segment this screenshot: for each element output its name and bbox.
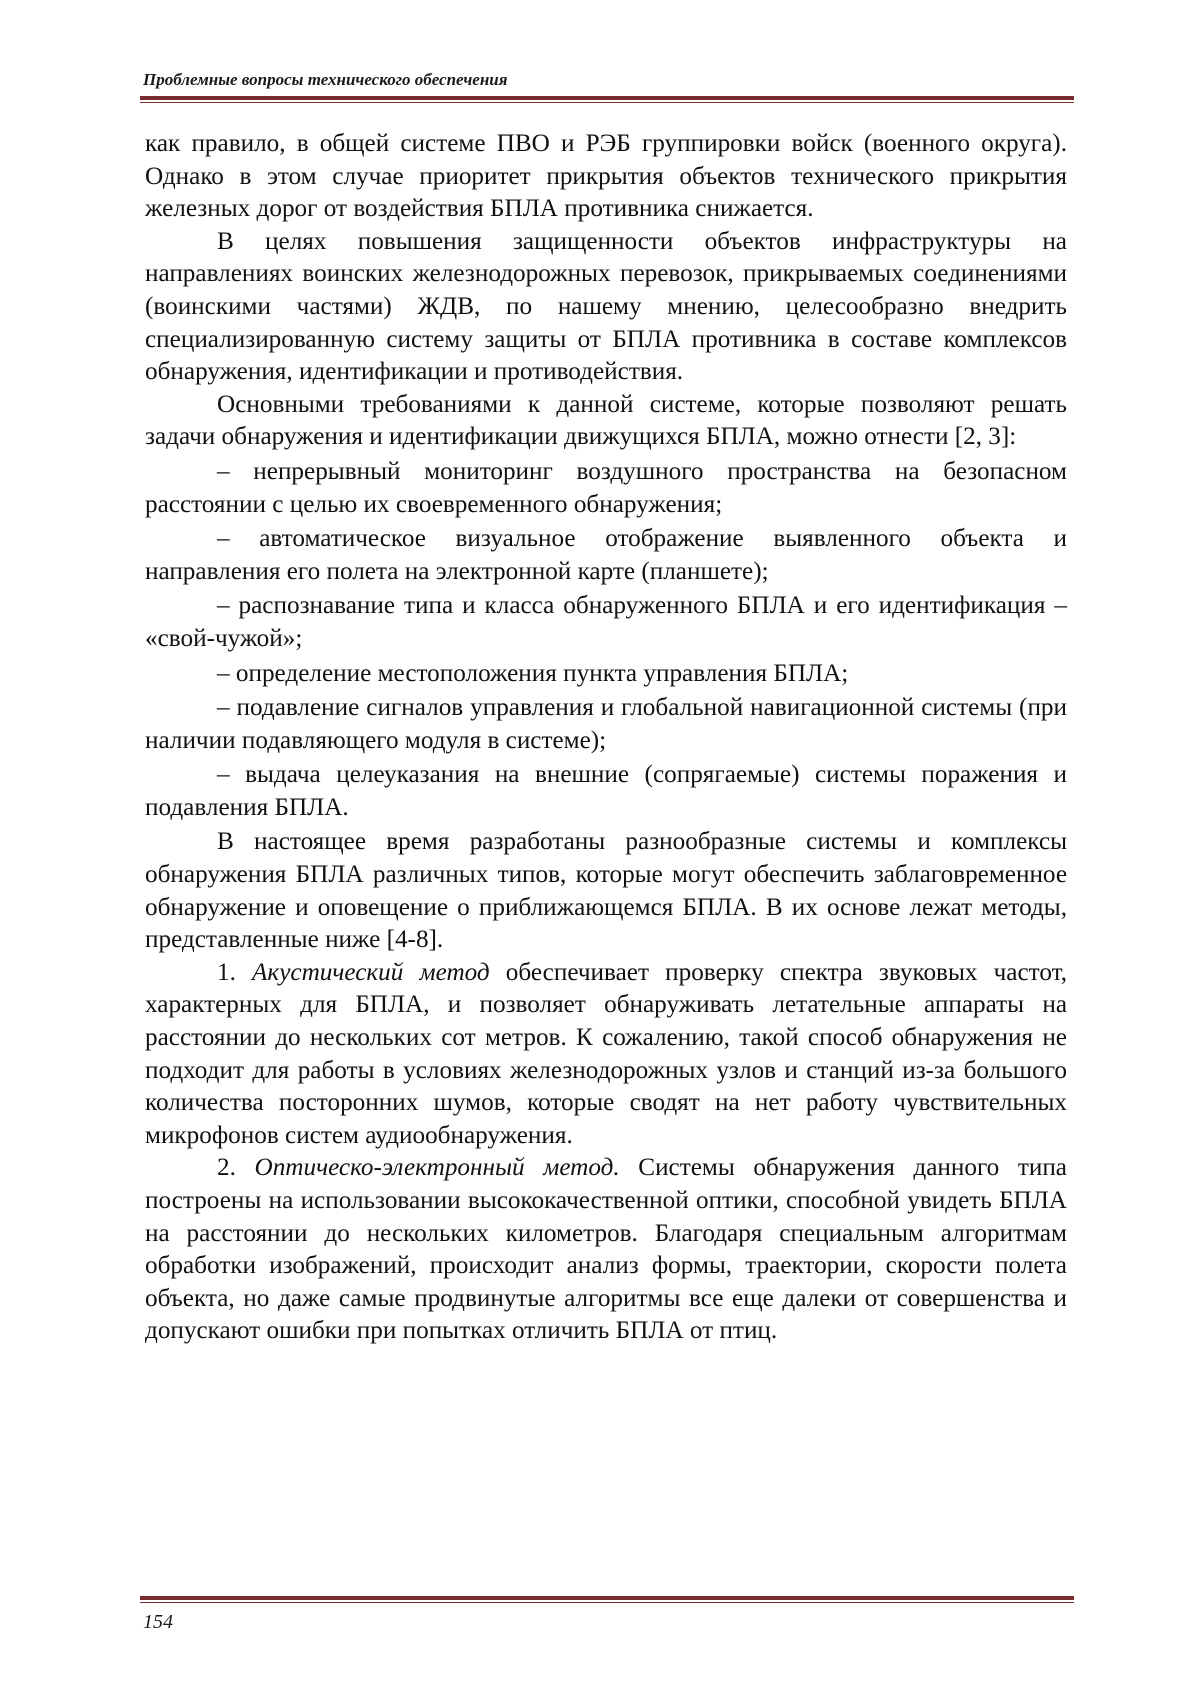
paragraph-acoustic-method [145, 957, 1067, 1153]
running-title: Проблемные вопросы технического обеспечения [143, 70, 508, 89]
list-item: – выдача целеуказания на внешние (сопрягаемые) системы поражения и подавления БПЛА. [145, 761, 1067, 821]
header-rule [140, 96, 1074, 103]
paragraph-continuation: как правило, в общей системе ПВО и РЭБ группировки войск (военного округа). Однако в этом случае приоритет прикрытия объектов технического прикрытия железных дорог от воздействия БПЛА противника снижается. [145, 130, 1067, 223]
footer-rule-thick [140, 1596, 1074, 1600]
list-item: – определение местоположения пункта управления БПЛА; [217, 659, 849, 687]
list-item: – непрерывный мониторинг воздушного пространства на безопасном расстоянии с целью их своевременного обнаружения; [145, 457, 1067, 518]
method-term: Акустический метод [252, 958, 490, 986]
method-number: 2. [217, 1154, 236, 1182]
paragraph-protection: В целях повышения защищенности объектов инфраструктуры на направлениях воинских железнодорожных перевозок, прикрываемых соединениями (воинскими частями) ЖДВ, по нашему мнению, целесообразно внедрить специализированную систему защиты от БПЛА противника в составе комплексов обнаружения, идентификации и противодействия. [145, 227, 1067, 386]
list-item: – подавление сигналов управления и глобальной навигационной системы (при наличии подавляющего модуля в системе); [145, 694, 1067, 754]
method-description: Системы обнаружения данного типа построены на использовании высококачественной оптики, способной увидеть БПЛА на расстоянии до нескольких километров. Благодаря специальным алгоритмам обработки изображений, происходит анализ формы, траектории, скорости полета объекта, но даже самые продвинутые алгоритмы все еще далеки от совершенства и допускают ошибки при попытках отличить БПЛА от птиц. [145, 1154, 1067, 1345]
paragraph-optical-method [145, 1152, 1067, 1348]
body-text [145, 128, 1067, 1348]
method-description: обеспечивает проверку спектра звуковых частот, характерных для БПЛА, и позволяет обнаруживать летательные аппараты на расстоянии до нескольких сот метров. К сожалению, такой способ обнаружения не подходит для работы в условиях железнодорожных узлов и станций из-за большого количества посторонних шумов, которые сводят на нет работу чувствительных микрофонов систем аудиообнаружения. [145, 958, 1067, 1149]
list-item: – автоматическое визуальное отображение выявленного объекта и направления его полета на электронной карте (планшете); [145, 525, 1067, 585]
header-rule-thick [140, 96, 1074, 100]
method-term: Оптическо-электронный метод. [254, 1154, 620, 1182]
list-item: – распознавание типа и класса обнаруженного БПЛА и его идентификация – «свой-чужой»; [145, 592, 1067, 652]
paragraph-requirements: Основными требованиями к данной системе, которые позволяют решать задачи обнаружения и идентификации движущихся БПЛА, можно отнести [2, 3]: [145, 390, 1067, 451]
header-rule-thin [140, 102, 1074, 103]
footer-rule-thin [140, 1602, 1074, 1603]
paragraph-methods-intro: В настоящее время разработаны разнообразные системы и комплексы обнаружения БПЛА различных типов, которые могут обеспечить заблаговременное обнаружение и оповещение о приближающемся БПЛА. В их основе лежат методы, представленные ниже [4-8]. [145, 828, 1067, 954]
footer-rule [140, 1596, 1074, 1603]
page-number: 154 [143, 1611, 173, 1633]
method-number: 1. [217, 958, 236, 986]
